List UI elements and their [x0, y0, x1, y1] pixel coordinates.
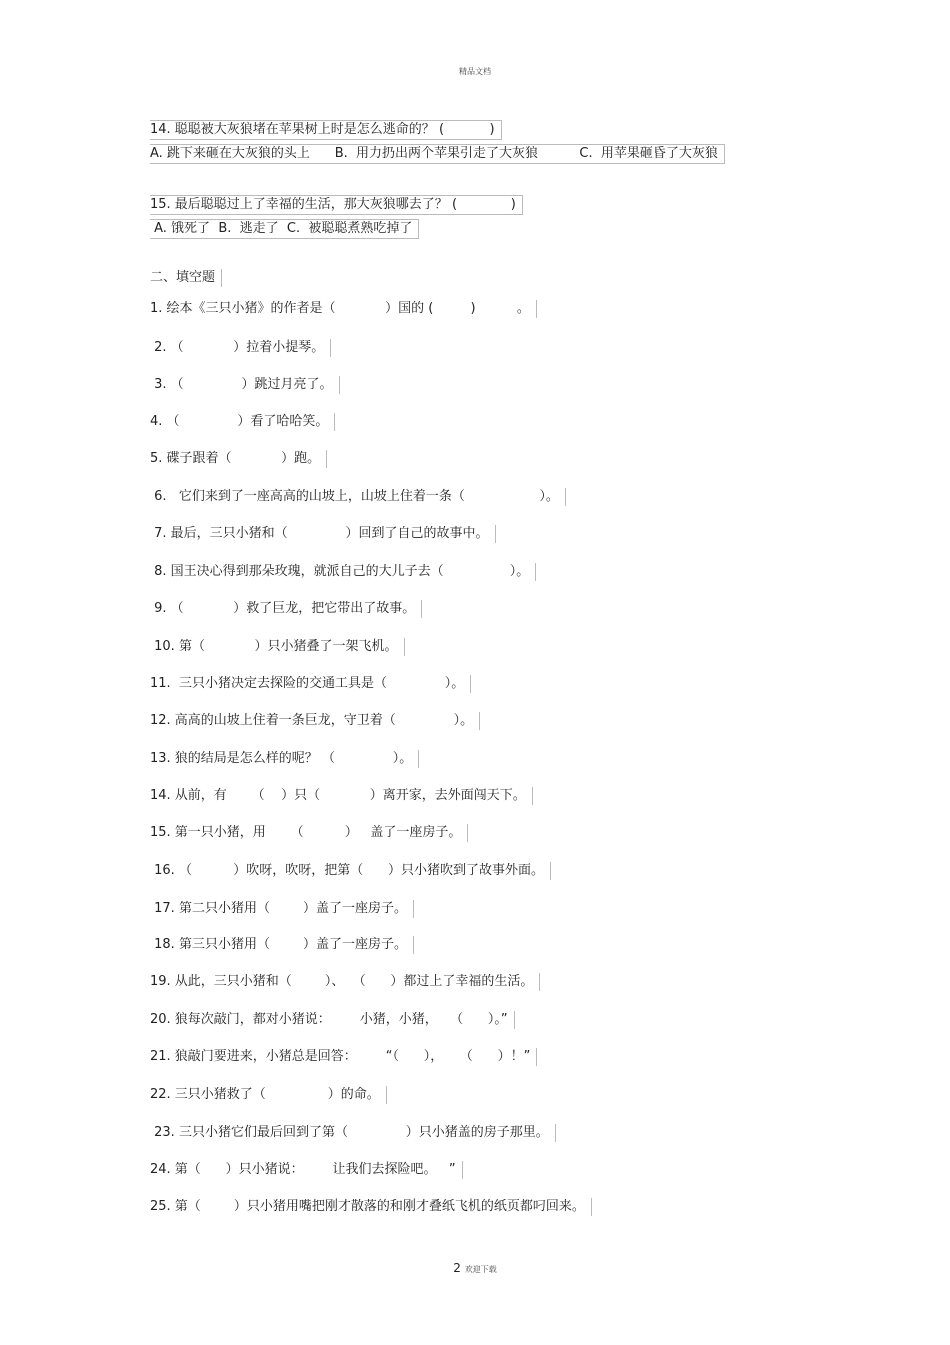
fill-item-4: 4. （ ）看了哈哈笑。	[150, 413, 335, 431]
fill-item-20: 20. 狼每次敲门，都对小猪说： 小猪，小猪， （ ）。”	[150, 1011, 515, 1029]
fill-item-18: 18. 第三只小猪用（ ）盖了一座房子。	[150, 936, 414, 954]
fill-item-8: 8. 国王决心得到那朵玫瑰，就派自己的大儿子去（ ）。	[150, 563, 536, 581]
question-14-options: A. 跳下来砸在大灰狼的头上 B. 用力扔出两个苹果引走了大灰狼 C. 用苹果砸昏了大灰狼	[150, 144, 725, 164]
fill-item-17: 17. 第二只小猪用（ ）盖了一座房子。	[150, 900, 414, 918]
fill-item-25: 25. 第（ ）只小猪用嘴把刚才散落的和刚才叠纸飞机的纸页都叼回来。	[150, 1198, 592, 1216]
question-15-options: A. 饿死了 B. 逃走了 C. 被聪聪煮熟吃掉了	[150, 219, 419, 239]
fill-item-22: 22. 三只小猪救了（ ）的命。	[150, 1086, 387, 1104]
question-14: 14. 聪聪被大灰狼堵在苹果树上时是怎么逃命的？ ( )	[150, 120, 502, 140]
fill-item-16: 16. （ ）吹呀，吹呀，把第（ ）只小猪吹到了故事外面。	[150, 862, 551, 880]
fill-item-19: 19. 从此，三只小猪和（ ）、 （ ）都过上了幸福的生活。	[150, 973, 540, 991]
fill-item-2: 2. （ ）拉着小提琴。	[150, 339, 331, 357]
fill-item-12: 12. 高高的山坡上住着一条巨龙，守卫着（ ）。	[150, 712, 480, 730]
fill-item-23: 23. 三只小猪它们最后回到了第（ ）只小猪盖的房子那里。	[150, 1124, 556, 1142]
page-header: 精品文档	[459, 67, 491, 76]
fill-item-10: 10. 第（ ）只小猪叠了一架飞机。	[150, 638, 405, 656]
fill-item-24: 24. 第（ ）只小猪说： 让我们去探险吧。 ”	[150, 1161, 463, 1179]
fill-item-15: 15. 第一只小猪，用 （ ） 盖了一座房子。	[150, 824, 468, 842]
fill-item-6: 6. 它们来到了一座高高的山坡上，山坡上住着一条（ ）。	[150, 488, 566, 506]
fill-item-1: 1. 绘本《三只小猪》的作者是（ ）国的 ( ) 。	[150, 300, 537, 318]
section-title: 二、填空题	[150, 269, 222, 287]
fill-item-3: 3. （ ）跳过月亮了。	[150, 376, 340, 394]
question-15: 15. 最后聪聪过上了幸福的生活，那大灰狼哪去了？ ( )	[150, 195, 523, 215]
fill-item-11: 11. 三只小猪决定去探险的交通工具是（ ）。	[150, 675, 471, 693]
footer-text: 欢迎下载	[464, 1265, 497, 1274]
page-footer	[0, 1261, 950, 1275]
fill-item-5: 5. 碟子跟着（ ）跑。	[150, 450, 327, 468]
fill-item-14: 14. 从前，有 （ ）只（ ）离开家，去外面闯天下。	[150, 787, 533, 805]
fill-item-7: 7. 最后，三只小猪和（ ）回到了自己的故事中。	[150, 525, 496, 543]
fill-item-13: 13. 狼的结局是怎么样的呢？ （ ）。	[150, 750, 419, 768]
fill-item-21: 21. 狼敲门要进来，小猪总是回答： “（ ）， （ ）！”	[150, 1048, 537, 1066]
page-number: 2	[453, 1261, 461, 1275]
fill-item-9: 9. （ ）救了巨龙，把它带出了故事。	[150, 600, 422, 618]
